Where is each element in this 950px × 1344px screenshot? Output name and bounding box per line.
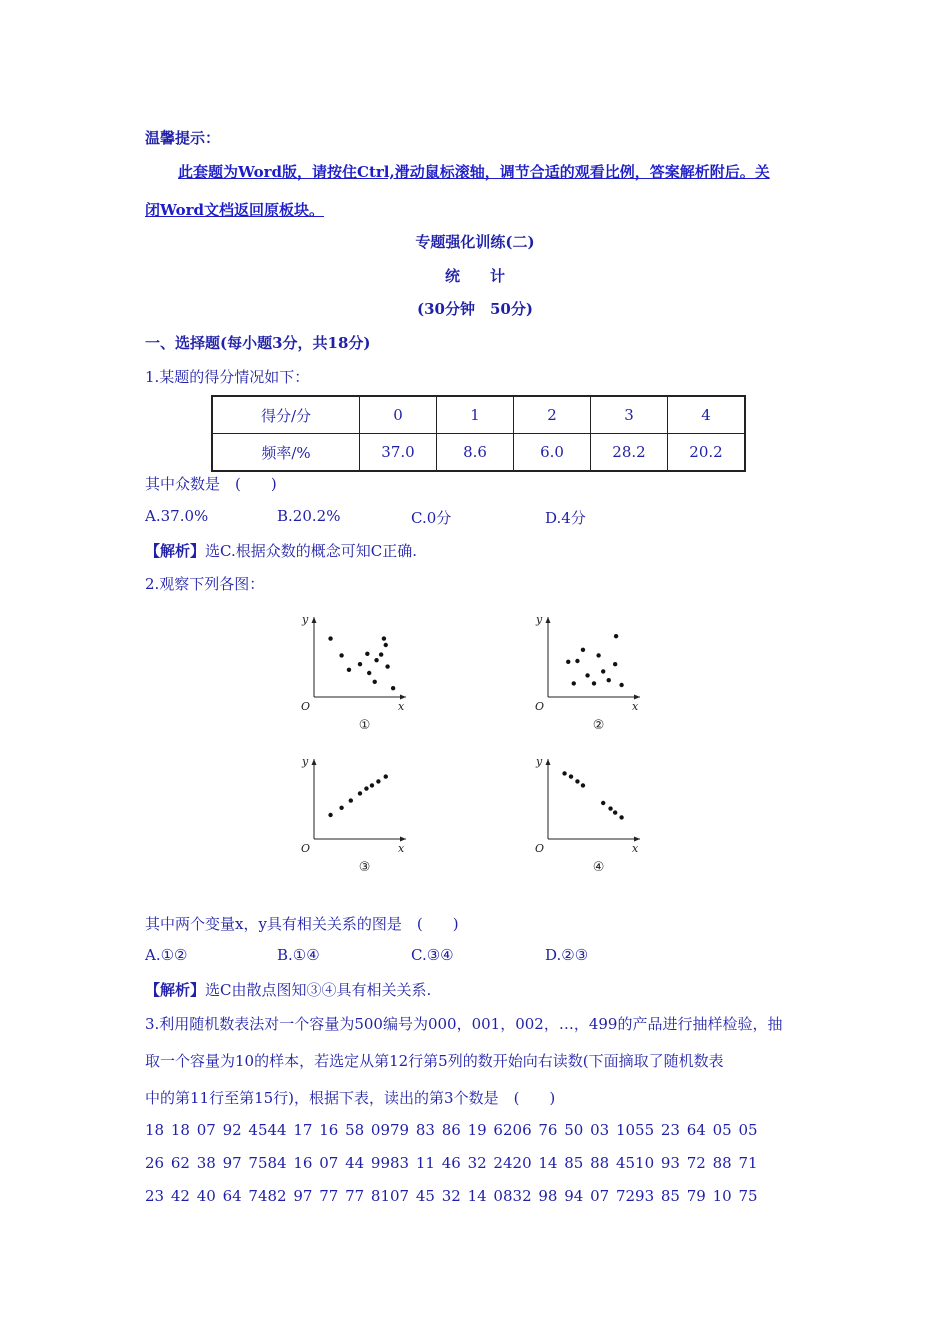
q2-option-a: A.①② <box>145 946 188 964</box>
y-arrow <box>546 617 551 623</box>
x-arrow <box>634 695 640 700</box>
random-row-3: 23 42 40 64 7482 97 77 77 8107 45 32 14 0832 98 94 07 7293 85 79 10 75 <box>145 1187 758 1205</box>
x-arrow <box>634 837 640 842</box>
analysis-tag: 【解析】 <box>145 542 206 560</box>
scatter-point <box>613 662 617 666</box>
scatter-point <box>619 683 623 687</box>
origin-label: O <box>301 700 311 713</box>
scatter-point <box>379 652 383 656</box>
q2-question: 其中两个变量x，y具有相关关系的图是 ( ) <box>145 915 459 933</box>
scatter-point <box>328 636 332 640</box>
scatter-plot-4 <box>530 752 650 877</box>
q3-line-3: 中的第11行至第15行)，根据下表，读出的第3个数是 ( ) <box>145 1089 556 1107</box>
scatter-point <box>575 779 579 783</box>
scatter-point <box>358 662 362 666</box>
scatter-point <box>562 771 566 775</box>
scatter-point <box>391 686 395 690</box>
x-axis-label: x <box>398 842 405 855</box>
scatter-point <box>384 643 388 647</box>
q3-line-1: 3.利用随机数表法对一个容量为500编号为000，001，002，…，499的产品进行抽样检验，抽 <box>145 1015 783 1033</box>
plot-label: ③ <box>358 860 371 875</box>
tip-title: 温馨提示： <box>145 129 221 147</box>
scatter-point <box>601 669 605 673</box>
y-axis-label: y <box>536 755 543 768</box>
x-axis-label: x <box>632 700 639 713</box>
y-axis-label: y <box>302 755 309 768</box>
scatter-point <box>566 660 570 664</box>
x-axis-label: x <box>398 700 405 713</box>
y-arrow <box>546 759 551 765</box>
scatter-point <box>607 678 611 682</box>
random-row-1: 18 18 07 92 4544 17 16 58 0979 83 86 19 6206 76 50 03 1055 23 64 05 05 <box>145 1121 758 1139</box>
scatter-point <box>358 791 362 795</box>
y-axis-label: y <box>302 613 309 626</box>
scatter-point <box>376 779 380 783</box>
table-cell: 1 <box>437 396 514 434</box>
scatter-point <box>382 636 386 640</box>
scatter-point <box>619 815 623 819</box>
q1-analysis <box>145 540 417 561</box>
y-arrow <box>312 759 317 765</box>
q1-option-b: B.20.2% <box>277 507 341 525</box>
table-cell: 4 <box>668 396 746 434</box>
q2-stem: 2.观察下列各图： <box>145 575 265 593</box>
scatter-point <box>592 681 596 685</box>
scatter-point <box>614 634 618 638</box>
q2-option-d: D.②③ <box>545 946 589 964</box>
table-cell: 8.6 <box>437 434 514 472</box>
scatter-plot-1 <box>296 610 416 735</box>
scatter-point <box>365 652 369 656</box>
scatter-point <box>374 658 378 662</box>
origin-label: O <box>535 842 545 855</box>
q2-option-c: C.③④ <box>411 946 454 964</box>
random-row-2: 26 62 38 97 7584 16 07 44 9983 11 46 32 2420 14 85 88 4510 93 72 88 71 <box>145 1154 758 1172</box>
origin-label: O <box>535 700 545 713</box>
x-arrow <box>400 695 406 700</box>
x-axis-label: x <box>632 842 639 855</box>
table-cell: 得分/分 <box>212 396 360 434</box>
q1-option-d: D.4分 <box>545 509 586 527</box>
q3-line-2: 取一个容量为10的样本，若选定从第12行第5列的数开始向右读数(下面摘取了随机数表 <box>145 1052 724 1070</box>
scatter-point <box>581 783 585 787</box>
scatter-point <box>385 664 389 668</box>
table-cell: 6.0 <box>514 434 591 472</box>
q2-option-b: B.①④ <box>277 946 320 964</box>
plot-label: ① <box>358 718 371 733</box>
scatter-point <box>339 653 343 657</box>
analysis-text: 选C.根据众数的概念可知C正确. <box>205 542 417 560</box>
table-cell: 2 <box>514 396 591 434</box>
table-cell: 37.0 <box>360 434 437 472</box>
section-heading: 一、选择题(每小题3分，共18分) <box>145 334 371 352</box>
tip-line-1[interactable]: 此套题为Word版，请按住Ctrl,滑动鼠标滚轴，调节合适的观看比例，答案解析附后。关 <box>178 163 770 181</box>
analysis-text: 选C由散点图知③④具有相关关系. <box>205 981 432 999</box>
scatter-point <box>581 648 585 652</box>
scatter-point <box>339 806 343 810</box>
scatter-plot-2 <box>530 610 650 735</box>
origin-label: O <box>301 842 311 855</box>
table-cell: 频率/% <box>212 434 360 472</box>
page-title: 专题强化训练(二) <box>415 233 535 251</box>
scatter-point <box>349 798 353 802</box>
table-cell: 3 <box>591 396 668 434</box>
scatter-point <box>328 813 332 817</box>
scatter-point <box>572 681 576 685</box>
scatter-point <box>347 668 351 672</box>
q2-analysis <box>145 979 431 1000</box>
scatter-point <box>596 653 600 657</box>
q1-option-c: C.0分 <box>411 509 452 527</box>
table-row <box>212 396 745 434</box>
tip-line-2[interactable]: 闭Word文档返回原板块。 <box>145 201 325 219</box>
page-subtitle: 统 计 <box>444 267 505 285</box>
q1-option-a: A.37.0% <box>145 507 209 525</box>
scatter-plot-3 <box>296 752 416 877</box>
q1-question: 其中众数是 ( ) <box>145 475 277 493</box>
table-cell: 0 <box>360 396 437 434</box>
scatter-point <box>575 659 579 663</box>
scatter-point <box>613 810 617 814</box>
table-cell: 28.2 <box>591 434 668 472</box>
table-cell: 20.2 <box>668 434 746 472</box>
scatter-point <box>601 801 605 805</box>
plot-label: ④ <box>592 860 605 875</box>
scatter-point <box>364 786 368 790</box>
analysis-tag: 【解析】 <box>145 981 206 999</box>
scatter-point <box>608 806 612 810</box>
y-arrow <box>312 617 317 623</box>
scatter-point <box>585 673 589 677</box>
time-info: (30分钟 50分) <box>417 300 533 318</box>
x-arrow <box>400 837 406 842</box>
scatter-point <box>367 671 371 675</box>
scatter-point <box>370 783 374 787</box>
score-table <box>211 395 746 472</box>
scatter-point <box>384 774 388 778</box>
q1-stem: 1.某题的得分情况如下： <box>145 368 310 386</box>
y-axis-label: y <box>536 613 543 626</box>
scatter-point <box>569 774 573 778</box>
plot-label: ② <box>592 718 605 733</box>
table-row <box>212 434 745 472</box>
scatter-point <box>373 680 377 684</box>
